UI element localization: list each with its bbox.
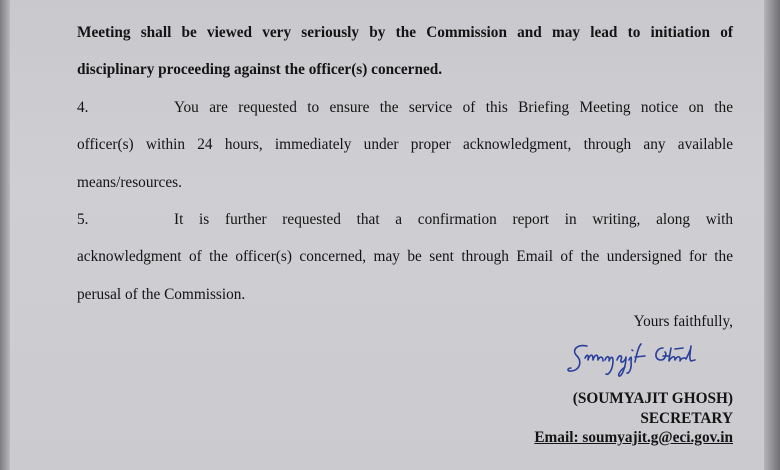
handwritten-signature xyxy=(565,338,743,382)
paragraph-5-line-3: perusal of the Commission. xyxy=(77,285,246,303)
paragraph-4-line-2: officer(s) within 24 hours, immediately under proper acknowledgment, through any available xyxy=(77,136,733,154)
paragraph-4 xyxy=(77,89,733,201)
paragraph-5 xyxy=(77,201,733,313)
signatory-designation: SECRETARY xyxy=(640,409,733,427)
warning-line-2: disciplinary proceeding against the officer(s) concerned. xyxy=(77,61,443,79)
paragraph-4-line-1 xyxy=(77,89,733,126)
letter-body xyxy=(77,14,733,313)
paragraph-5-line-1-text: It is further requested that a confirmation report in writing, along with xyxy=(174,211,733,229)
paragraph-5-line-1 xyxy=(77,201,733,238)
paragraph-5-line-2: acknowledgment of the officer(s) concerned, may be sent through Email of the undersigned for the xyxy=(77,248,733,266)
warning-line-1: Meeting shall be viewed very seriously by the Commission and may lead to initiation of xyxy=(77,24,733,41)
page-right-edge-shadow xyxy=(764,0,780,470)
paragraph-4-number: 4. xyxy=(77,98,89,116)
paragraph-4-line-3: means/resources. xyxy=(77,173,182,191)
signatory-name: (SOUMYAJIT GHOSH) xyxy=(572,390,733,407)
signatory-block xyxy=(534,389,733,448)
page-left-edge-shadow xyxy=(0,0,10,470)
signatory-email[interactable]: Email: soumyajit.g@eci.gov.in xyxy=(534,429,733,446)
closing-salutation: Yours faithfully, xyxy=(633,313,733,330)
paragraph-5-number: 5. xyxy=(77,211,89,229)
paragraph-4-line-1-text: You are requested to ensure the service of this Briefing Meeting notice on the xyxy=(174,98,733,116)
